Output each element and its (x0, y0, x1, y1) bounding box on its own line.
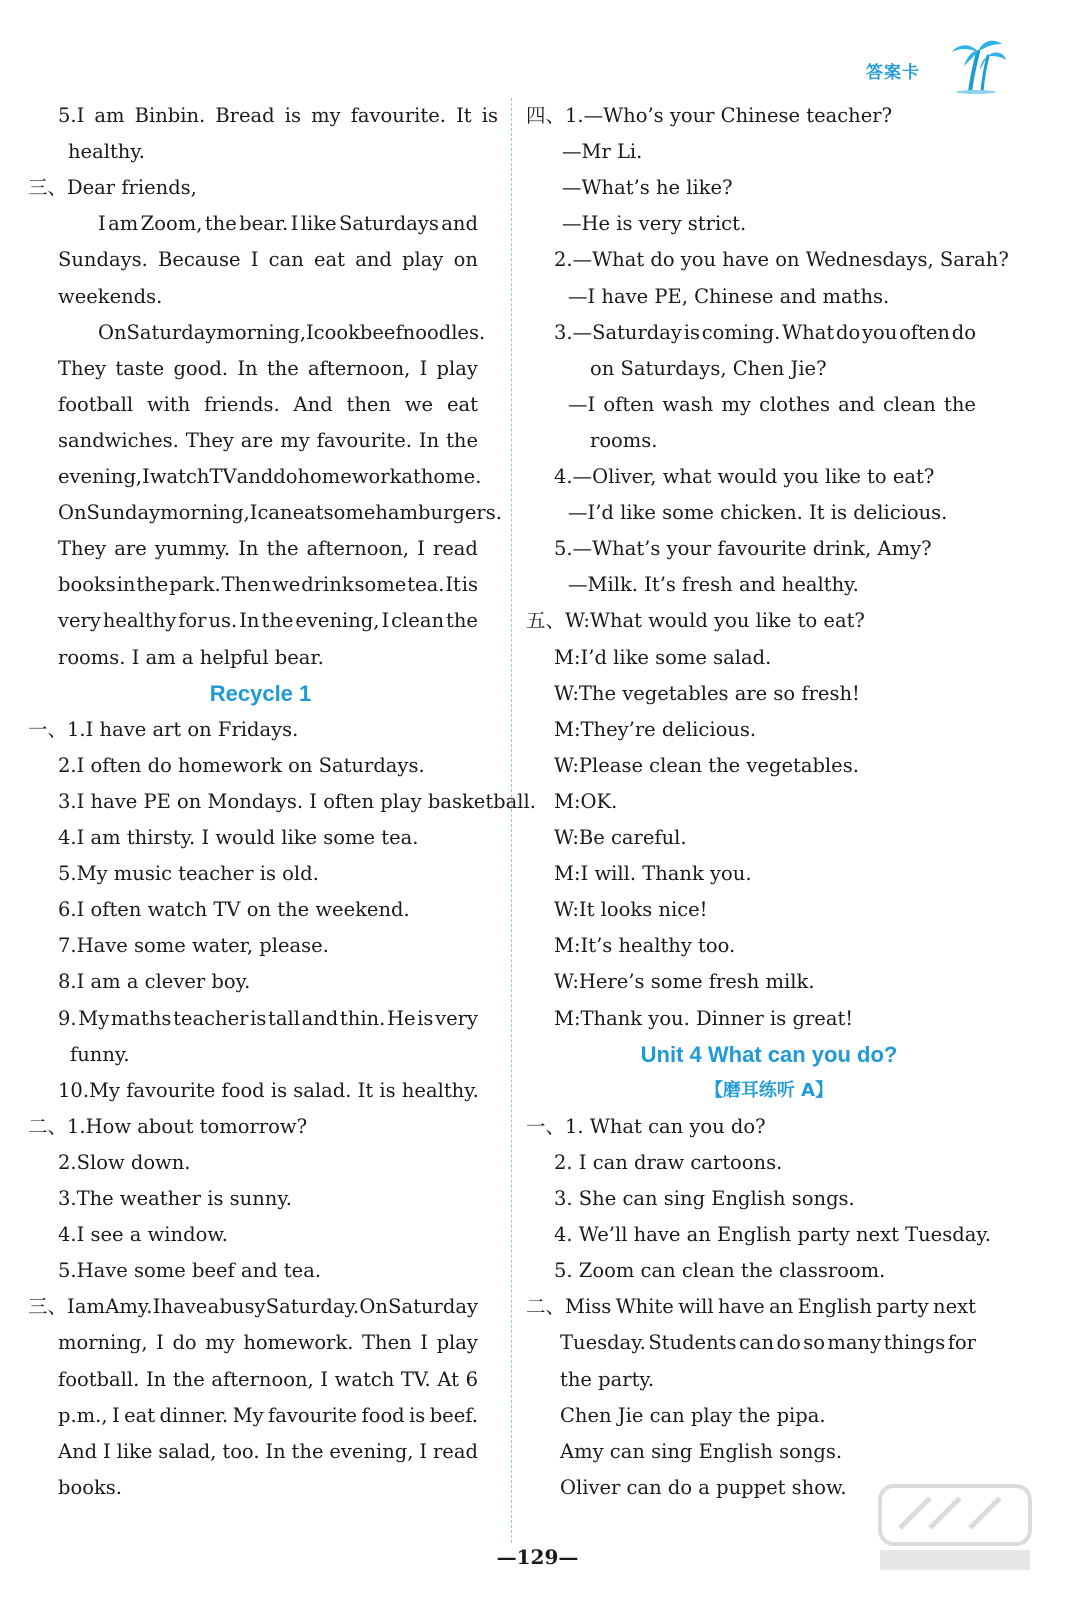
text-line: 5.—What’s your favourite drink, Amy? (554, 537, 932, 560)
text-line: 9. My maths teacher is tall and thin. He is very (58, 1007, 478, 1030)
text-line: 2.I often do homework on Saturdays. (58, 754, 425, 777)
text-line: M:I’d like some salad. (554, 646, 772, 669)
section-subheading: 【磨耳练听 A】 (704, 1080, 834, 1101)
text-line: 2.Slow down. (58, 1151, 191, 1174)
text-line: football with friends. And then we eat (58, 393, 478, 416)
text-line: 3.The weather is sunny. (58, 1187, 292, 1210)
text-line: M:They’re delicious. (554, 718, 757, 741)
text-line: M:It’s healthy too. (554, 934, 736, 957)
text-line: 5. Zoom can clean the classroom. (554, 1259, 886, 1282)
text-line: —Milk. It’s fresh and healthy. (568, 573, 859, 596)
text-line: p.m., I eat dinner. My favourite food is beef. (58, 1404, 478, 1427)
text-line: —I often wash my clothes and clean the (568, 393, 976, 416)
text-line: healthy. (68, 140, 145, 163)
text-line: M:I will. Thank you. (554, 862, 752, 885)
answer-card-label: 答案卡 (866, 63, 920, 83)
text-line: books in the park. Then we drink some tea. It is (58, 573, 478, 596)
text-line: morning, I do my homework. Then I play (58, 1331, 478, 1354)
text-line: 二、Miss White will have an English party next (526, 1295, 976, 1318)
text-line: 4. We’ll have an English party next Tuesday. (554, 1223, 991, 1246)
text-line: Chen Jie can play the pipa. (560, 1404, 826, 1427)
text-line: 4.I am thirsty. I would like some tea. (58, 826, 419, 849)
text-line: 5.I am Binbin. Bread is my favourite. It is (58, 104, 498, 127)
text-line: 三、Dear friends, (28, 176, 197, 199)
text-line: 3. She can sing English songs. (554, 1187, 855, 1210)
text-line: 8.I am a clever boy. (58, 970, 251, 993)
text-line: books. (58, 1476, 122, 1499)
palm-tree-icon (948, 36, 1008, 94)
text-line: —I’d like some chicken. It is delicious. (568, 501, 948, 524)
text-line: Amy can sing English songs. (560, 1440, 843, 1463)
text-line: 2.—What do you have on Wednesdays, Sarah? (554, 248, 1009, 271)
text-line: on Saturdays, Chen Jie? (590, 357, 827, 380)
text-line: W:It looks nice! (554, 898, 708, 921)
text-line: Oliver can do a puppet show. (560, 1476, 847, 1499)
text-line: 一、1. What can you do? (526, 1115, 766, 1138)
text-line: very healthy for us. In the evening, I clean the (58, 609, 478, 632)
text-line: They are yummy. In the afternoon, I read (58, 537, 478, 560)
section-heading: Recycle 1 (209, 681, 312, 706)
text-line: 4.—Oliver, what would you like to eat? (554, 465, 935, 488)
text-line: W:Please clean the vegetables. (554, 754, 859, 777)
text-line: 三、I am Amy. I have a busy Saturday. On Saturday (28, 1295, 478, 1318)
text-line: —I have PE, Chinese and maths. (568, 285, 890, 308)
text-line: W:The vegetables are so fresh! (554, 682, 860, 705)
text-line: —He is very strict. (562, 212, 747, 235)
text-line: 5.My music teacher is old. (58, 862, 319, 885)
text-line: 4.I see a window. (58, 1223, 228, 1246)
text-line: Tuesday. Students can do so many things for (560, 1331, 976, 1354)
text-line: rooms. (590, 429, 658, 452)
text-line: 7.Have some water, please. (58, 934, 329, 957)
column-divider (511, 98, 512, 1543)
text-line: —What’s he like? (562, 176, 733, 199)
text-line: weekends. (58, 285, 163, 308)
text-line: rooms. I am a helpful bear. (58, 646, 324, 669)
text-line: They taste good. In the afternoon, I play (58, 357, 478, 380)
text-line: 10.My favourite food is salad. It is healthy. (58, 1079, 479, 1102)
text-line: M:Thank you. Dinner is great! (554, 1007, 854, 1030)
text-line: 5.Have some beef and tea. (58, 1259, 322, 1282)
text-line: 一、1.I have art on Fridays. (28, 718, 299, 741)
text-line: 3.I have PE on Mondays. I often play basketball. (58, 790, 536, 813)
text-line: sandwiches. They are my favourite. In the (58, 429, 478, 452)
text-line: On Sunday morning, I can eat some hamburgers. (58, 501, 502, 524)
text-line: 3.—Saturday is coming. What do you often do (554, 321, 976, 344)
text-line: W:Here’s some fresh milk. (554, 970, 815, 993)
text-line: M:OK. (554, 790, 618, 813)
text-line: W:Be careful. (554, 826, 687, 849)
text-line: I am Zoom, the bear. I like Saturdays and (98, 212, 478, 235)
text-line: 二、1.How about tomorrow? (28, 1115, 308, 1138)
text-line: 6.I often watch TV on the weekend. (58, 898, 410, 921)
text-line: the party. (560, 1368, 655, 1391)
text-line: 四、1.—Who’s your Chinese teacher? (526, 104, 893, 127)
text-line: 2. I can draw cartoons. (554, 1151, 783, 1174)
text-line: —Mr Li. (562, 140, 643, 163)
page-number: —129— (496, 1545, 579, 1569)
text-line: And I like salad, too. In the evening, I read (58, 1440, 478, 1463)
text-line: 五、W:What would you like to eat? (526, 609, 865, 632)
text-line: football. In the afternoon, I watch TV. At 6 (58, 1368, 478, 1391)
text-line: funny. (70, 1043, 130, 1066)
text-line: Sundays. Because I can eat and play on (58, 248, 478, 271)
text-line: evening, I watch TV and do homework at home. (58, 465, 482, 488)
section-heading: Unit 4 What can you do? (640, 1042, 898, 1067)
text-line: On Saturday morning, I cook beef noodles. (98, 321, 486, 344)
